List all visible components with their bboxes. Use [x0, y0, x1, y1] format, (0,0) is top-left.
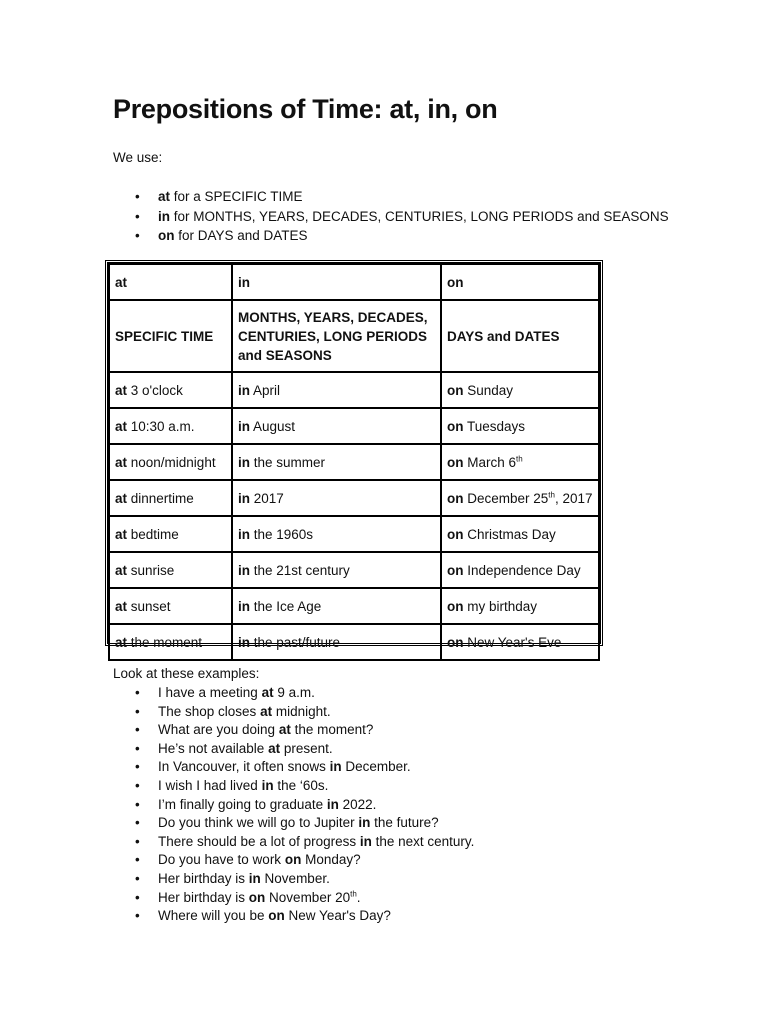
- table-row: [109, 624, 599, 660]
- table-cell: [232, 372, 441, 408]
- cell-text: the 1960s: [250, 526, 314, 542]
- cell-keyword: on: [447, 382, 464, 398]
- category-cell-at: SPECIFIC TIME: [109, 300, 232, 372]
- cell-keyword: at: [115, 526, 128, 542]
- table-row: [109, 588, 599, 624]
- intro-text: We use:: [113, 150, 163, 165]
- example-item: [135, 684, 474, 703]
- table-cell: [109, 516, 232, 552]
- header-cell-at: at: [109, 264, 232, 300]
- example-keyword: in: [359, 833, 372, 849]
- cell-keyword: in: [238, 454, 250, 470]
- cell-text: the summer: [250, 454, 326, 470]
- header-cell-in: in: [232, 264, 441, 300]
- table-cell: [441, 480, 599, 516]
- example-item: [135, 740, 474, 759]
- example-item: [135, 889, 474, 908]
- category-cell-in: MONTHS, YEARS, DECADES, CENTURIES, LONG PERIODS and SEASONS: [232, 300, 441, 372]
- ordinal-suffix: th: [516, 454, 523, 463]
- example-text: I wish I had lived: [158, 777, 262, 793]
- ordinal-suffix: th: [548, 490, 555, 499]
- category-cell-on: DAYS and DATES: [441, 300, 599, 372]
- cell-keyword: in: [238, 490, 250, 506]
- example-text-after: Monday?: [301, 852, 361, 868]
- cell-text: dinnertime: [127, 490, 194, 506]
- example-text: There should be a lot of progress: [158, 833, 360, 849]
- example-item: [135, 814, 474, 833]
- rule-text: for MONTHS, YEARS, DECADES, CENTURIES, LONG PERIODS and SEASONS: [170, 208, 669, 224]
- cell-text: 3 o'clock: [127, 382, 183, 398]
- cell-keyword: at: [115, 562, 128, 578]
- cell-text: New Year's Eve: [463, 634, 562, 650]
- example-keyword: in: [326, 796, 339, 812]
- example-keyword: at: [278, 722, 291, 738]
- table-cell: [232, 552, 441, 588]
- table-cell: [441, 588, 599, 624]
- cell-keyword: at: [115, 634, 128, 650]
- example-text: Where will you be: [158, 908, 269, 924]
- table-cell: [109, 372, 232, 408]
- cell-keyword: at: [115, 418, 128, 434]
- example-keyword: in: [248, 870, 261, 886]
- table-row: [109, 516, 599, 552]
- cell-text: Sunday: [463, 382, 514, 398]
- cell-keyword: at: [115, 598, 128, 614]
- example-item: [135, 870, 474, 889]
- table-cell: [109, 480, 232, 516]
- rule-text: for a SPECIFIC TIME: [170, 189, 303, 204]
- table-category-row: [109, 300, 599, 372]
- table-cell: [109, 444, 232, 480]
- example-item: [135, 777, 474, 796]
- table-cell: [232, 516, 441, 552]
- table-row: [109, 552, 599, 588]
- cell-text: sunset: [127, 598, 171, 614]
- cell-text: Christmas Day: [463, 526, 556, 542]
- cell-text: noon/midnight: [127, 454, 216, 470]
- cell-keyword: on: [447, 598, 464, 614]
- example-keyword: on: [248, 889, 266, 905]
- cell-keyword: on: [447, 418, 464, 434]
- table-cell: [109, 408, 232, 444]
- rule-keyword: on: [158, 228, 175, 243]
- rules-list: [135, 187, 669, 246]
- example-text: Her birthday is: [158, 889, 249, 905]
- table-cell: [441, 552, 599, 588]
- cell-text: Tuesdays: [463, 418, 526, 434]
- cell-keyword: on: [447, 634, 464, 650]
- ordinal-suffix: th: [350, 889, 357, 899]
- example-keyword: on: [284, 852, 302, 868]
- rule-keyword: in: [158, 208, 170, 224]
- example-text-after: midnight.: [272, 703, 331, 719]
- table-row: [109, 480, 599, 516]
- example-text-after: December.: [341, 759, 411, 775]
- example-text-after: November 20: [265, 889, 351, 905]
- example-item: [135, 721, 474, 740]
- table-cell: [109, 552, 232, 588]
- example-text: Her birthday is: [158, 870, 249, 886]
- table-cell: [441, 408, 599, 444]
- cell-text: April: [250, 382, 281, 398]
- table-row: [109, 408, 599, 444]
- table-cell: [109, 588, 232, 624]
- table-cell: [441, 516, 599, 552]
- rule-item: [135, 226, 669, 246]
- example-text: What are you doing: [158, 722, 279, 738]
- cell-keyword: in: [238, 598, 250, 614]
- example-keyword: at: [268, 740, 281, 756]
- cell-text: my birthday: [463, 598, 538, 614]
- example-text-after: New Year's Day?: [284, 908, 391, 924]
- cell-keyword: in: [238, 526, 250, 542]
- cell-text: 10:30 a.m.: [127, 418, 195, 434]
- table-cell: [232, 588, 441, 624]
- example-text-after: the future?: [370, 815, 439, 831]
- example-text: I have a meeting: [158, 685, 262, 700]
- table-cell: [441, 444, 599, 480]
- cell-keyword: on: [447, 562, 464, 578]
- cell-text: the Ice Age: [250, 598, 322, 614]
- example-text-after: the moment?: [290, 722, 374, 738]
- cell-text: sunrise: [127, 562, 175, 578]
- cell-text: August: [250, 418, 296, 434]
- example-item: [135, 703, 474, 722]
- cell-keyword: at: [115, 382, 128, 398]
- example-text: Do you think we will go to Jupiter: [158, 815, 359, 831]
- cell-keyword: on: [447, 526, 464, 542]
- examples-heading: Look at these examples:: [113, 666, 260, 681]
- table-header-row: [109, 264, 599, 300]
- cell-text-after: , 2017: [554, 490, 593, 506]
- example-text: Do you have to work: [158, 852, 285, 868]
- cell-keyword: in: [238, 634, 250, 650]
- example-keyword: on: [268, 908, 285, 924]
- example-keyword: at: [261, 685, 274, 700]
- example-text: The shop closes: [158, 703, 261, 719]
- example-item: [135, 796, 474, 815]
- table-cell: [441, 372, 599, 408]
- rule-keyword: at: [158, 189, 171, 204]
- cell-keyword: at: [115, 454, 128, 470]
- header-cell-on: on: [441, 264, 599, 300]
- example-text: I’m finally going to graduate: [158, 796, 327, 812]
- table-cell: [441, 624, 599, 660]
- prepositions-table: [105, 260, 603, 650]
- example-keyword: at: [260, 703, 273, 719]
- cell-keyword: in: [238, 382, 250, 398]
- cell-text: Independence Day: [463, 562, 581, 578]
- example-text-after: present.: [280, 740, 333, 756]
- table-row: [109, 444, 599, 480]
- table-cell: [109, 624, 232, 660]
- example-text-after: 2022.: [338, 796, 377, 812]
- table-cell: [232, 408, 441, 444]
- example-item: [135, 833, 474, 852]
- cell-text: 2017: [250, 490, 284, 506]
- example-item: [135, 851, 474, 870]
- rule-item: [135, 187, 669, 207]
- table-cell: [232, 624, 441, 660]
- cell-keyword: in: [238, 418, 250, 434]
- cell-text: the past/future: [250, 634, 341, 650]
- examples-list: [135, 684, 474, 926]
- example-text-after: the ‘60s.: [273, 777, 329, 793]
- example-keyword: in: [261, 777, 274, 793]
- cell-keyword: on: [447, 490, 464, 506]
- table-cell: [232, 444, 441, 480]
- cell-text: December 25: [463, 490, 549, 506]
- cell-keyword: on: [447, 454, 464, 470]
- cell-keyword: at: [115, 490, 128, 506]
- rule-text: for DAYS and DATES: [174, 228, 308, 243]
- table-row: [109, 372, 599, 408]
- cell-text: March 6: [463, 454, 517, 470]
- example-text: He’s not available: [158, 740, 269, 756]
- rule-item: [135, 207, 669, 227]
- example-item: [135, 907, 474, 926]
- example-text-after: the next century.: [371, 833, 475, 849]
- example-text: In Vancouver, it often snows: [158, 759, 330, 775]
- cell-text: bedtime: [127, 526, 179, 542]
- cell-keyword: in: [238, 562, 250, 578]
- page-title: Prepositions of Time: at, in, on: [113, 94, 498, 124]
- example-keyword: in: [358, 815, 371, 831]
- example-text-after: November.: [260, 870, 330, 886]
- table-cell: [232, 480, 441, 516]
- example-text-after: 9 a.m.: [273, 685, 315, 700]
- example-keyword: in: [329, 759, 342, 775]
- example-tail: .: [356, 889, 361, 905]
- cell-text: the 21st century: [250, 562, 350, 578]
- example-item: [135, 758, 474, 777]
- cell-text: the moment: [127, 634, 203, 650]
